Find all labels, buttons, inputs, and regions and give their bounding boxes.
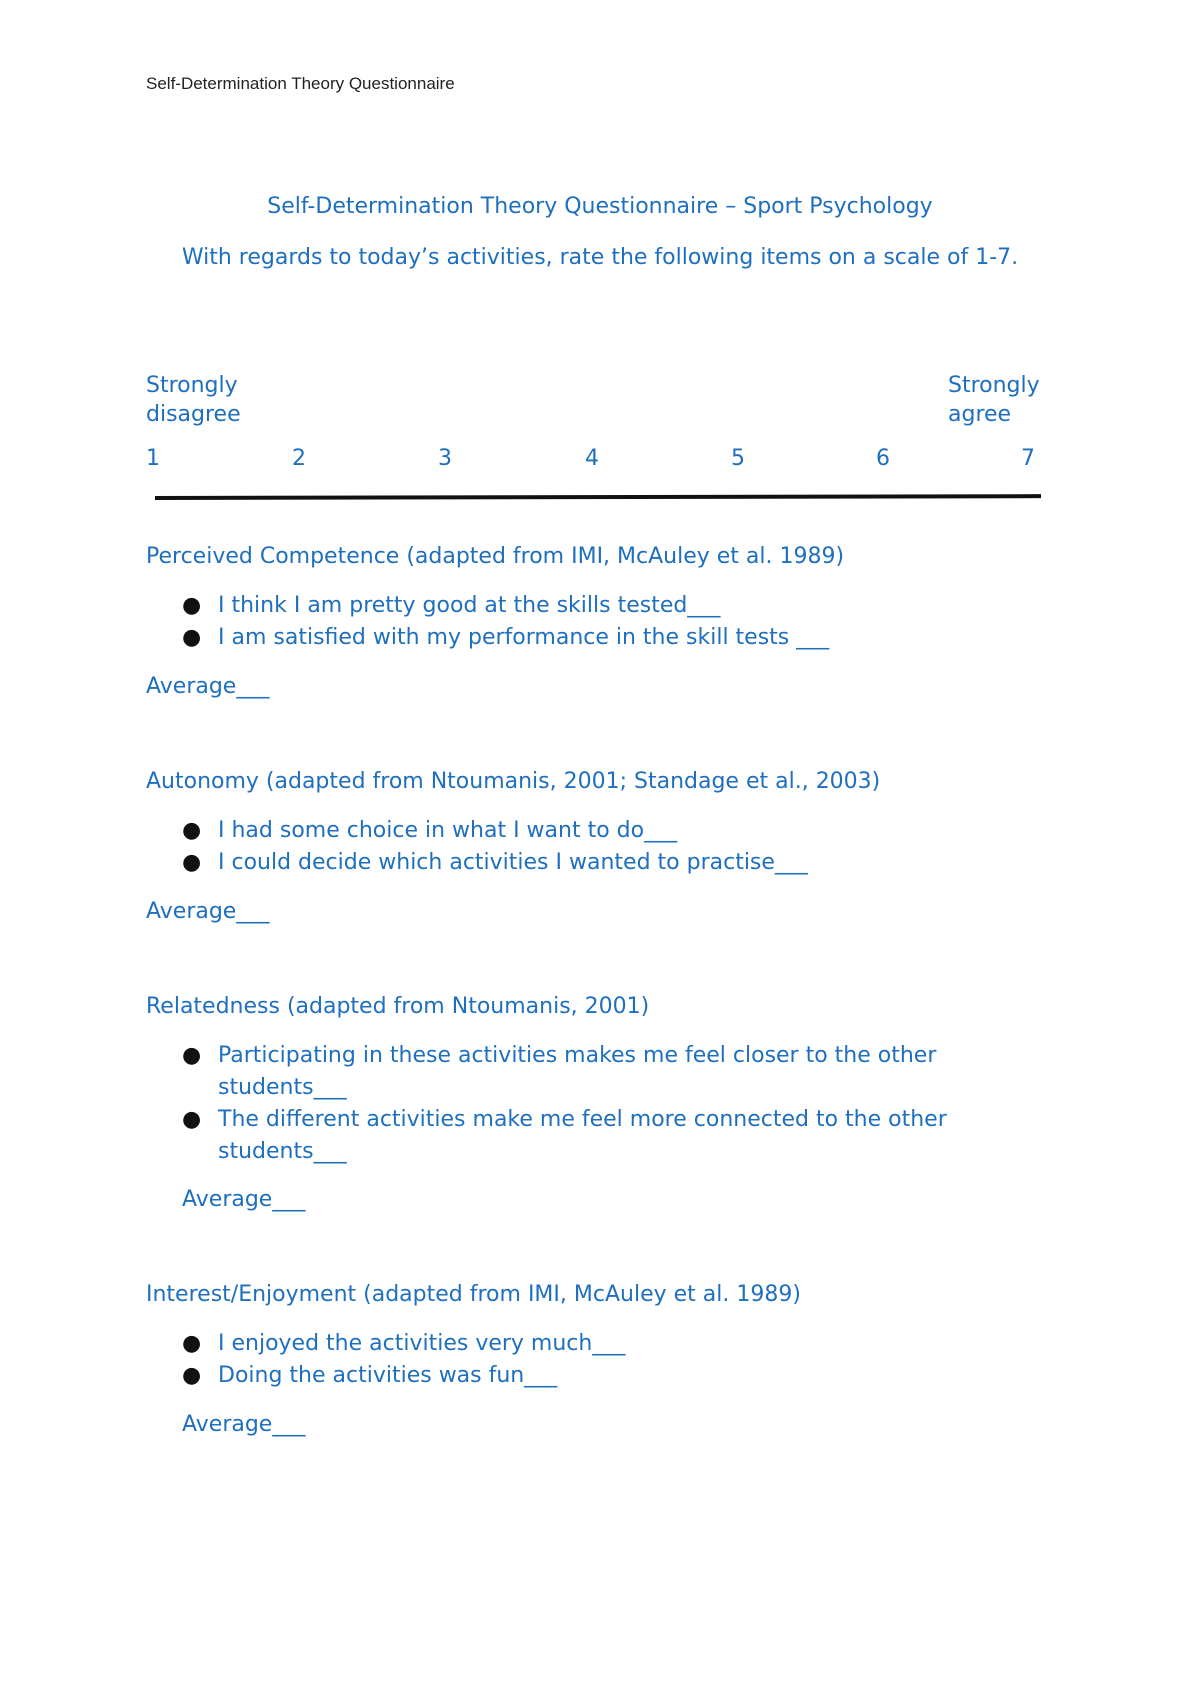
scale-number-4: 4 — [585, 446, 599, 471]
section-items-relatedness — [146, 1040, 1046, 1168]
average-autonomy: Average___ — [146, 899, 270, 924]
bullet-icon: ● — [182, 625, 202, 650]
list-item: ● I could decide which activities I wanted to practise___ — [146, 847, 1046, 879]
list-item: ● I am satisfied with my performance in the skill tests ___ — [146, 622, 1046, 654]
list-item: ● The different activities make me feel more connected to the other students___ — [146, 1104, 1046, 1168]
bullet-icon: ● — [182, 1107, 202, 1132]
average-relatedness: Average___ — [182, 1187, 306, 1212]
bullet-icon: ● — [182, 593, 202, 618]
average-interest-enjoyment: Average___ — [182, 1412, 306, 1437]
list-item: ● I think I am pretty good at the skills tested___ — [146, 590, 1046, 622]
section-heading-autonomy: Autonomy (adapted from Ntoumanis, 2001; Standage et al., 2003) — [146, 769, 881, 794]
running-header: Self-Determination Theory Questionnaire — [146, 74, 455, 93]
section-heading-perceived-competence: Perceived Competence (adapted from IMI, McAuley et al. 1989) — [146, 544, 845, 569]
bullet-icon: ● — [182, 1043, 202, 1068]
scale-number-1: 1 — [146, 446, 160, 471]
section-heading-relatedness: Relatedness (adapted from Ntoumanis, 2001) — [146, 994, 650, 1019]
scale-number-5: 5 — [731, 446, 745, 471]
list-item: ● Participating in these activities makes me feel closer to the other students___ — [146, 1040, 1046, 1104]
scale-number-2: 2 — [292, 446, 306, 471]
section-items-interest-enjoyment — [146, 1328, 1046, 1392]
section-heading-interest-enjoyment: Interest/Enjoyment (adapted from IMI, McAuley et al. 1989) — [146, 1282, 801, 1307]
scale-left-label-line1: Strongly — [146, 373, 238, 398]
average-perceived-competence: Average___ — [146, 674, 270, 699]
scale-number-6: 6 — [876, 446, 890, 471]
scale-left-label — [146, 371, 241, 429]
bullet-icon: ● — [182, 1363, 202, 1388]
scale-left-label-line2: disagree — [146, 402, 241, 427]
scale-number-3: 3 — [438, 446, 452, 471]
scale-number-7: 7 — [1021, 446, 1035, 471]
scale-right-label — [948, 371, 1040, 429]
list-item: ● Doing the activities was fun___ — [146, 1360, 1046, 1392]
bullet-icon: ● — [182, 850, 202, 875]
intro-instructions: With regards to today’s activities, rate the following items on a scale of 1-7. — [181, 245, 1019, 270]
bullet-icon: ● — [182, 1331, 202, 1356]
list-item: ● I enjoyed the activities very much___ — [146, 1328, 1046, 1360]
section-items-perceived-competence — [146, 590, 1046, 654]
scale-rule-line — [155, 494, 1041, 500]
bullet-icon: ● — [182, 818, 202, 843]
page-title: Self-Determination Theory Questionnaire – Sport Psychology — [267, 194, 933, 219]
scale-right-label-line2: agree — [948, 402, 1012, 427]
list-item: ● I had some choice in what I want to do___ — [146, 815, 1046, 847]
section-items-autonomy — [146, 815, 1046, 879]
scale-right-label-line1: Strongly — [948, 373, 1040, 398]
